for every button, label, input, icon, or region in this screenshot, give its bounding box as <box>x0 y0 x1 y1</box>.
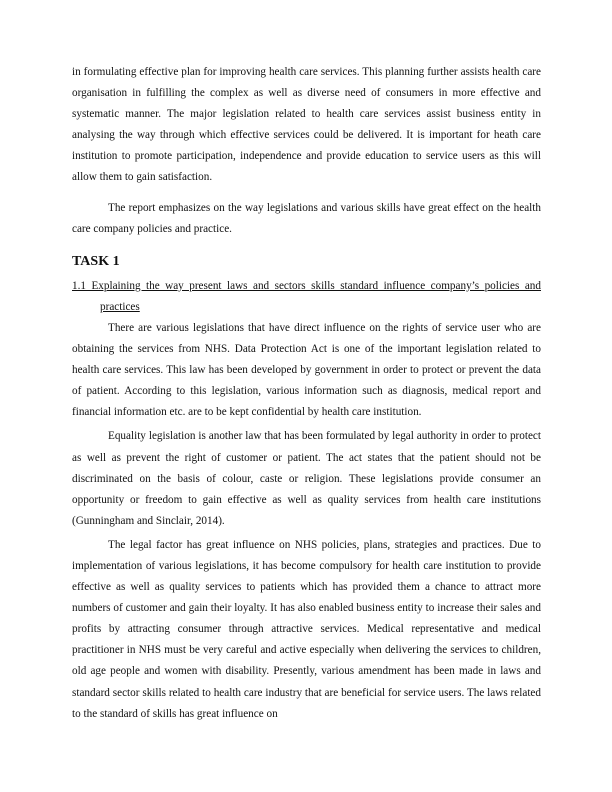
report-paragraph: The report emphasizes on the way legislations and various skills have great effect on the health care company policies and practice. <box>72 201 541 235</box>
task-heading: TASK 1 <box>72 253 120 269</box>
body-paragraph-data-protection: There are various legislations that have direct influence on the rights of service user who are obtaining the services from NHS. Data Protection Act is one of the important legislation related to health care services. This law has been developed by government in order to protect or prevent the data of patient. According to this legislation, various information such as diagnosis, medical report and financial information etc. are to be kept confidential by health care institution. <box>72 321 541 419</box>
section-heading: 1.1 Explaining the way present laws and sectors skills standard influence company’s policies and practices <box>72 279 541 313</box>
body-paragraph-equality: Equality legislation is another law that has been formulated by legal authority in order to protect as well as prevent the right of customer or patient. The act states that the patient should not be discriminated on the basis of colour, caste or religion. These legislations provide consumer an opportunity or freedom to gain effective as well as quality services from health care institutions (Gunningham and Sinclair, 2014). <box>72 430 541 527</box>
body-paragraph-legal-factor: The legal factor has great influence on NHS policies, plans, strategies and practices. Due to implementation of various legislations, it has become compulsory for health care institution to provide effective as well as quality services to patients which has provided them a chance to attract more numbers of customer and gain their loyalty. It has also enabled business entity to increase their sales and profits by attracting consumer through attractive services. Medical representative and medical practitioner in NHS must be very careful and active especially when delivering the services to children, old age people and women with disability. Presently, various amendment has been made in laws and standard sector skills related to health care industry that are beneficial for service users. The laws related to the standard of skills has great influence on <box>72 538 541 720</box>
intro-paragraph: in formulating effective plan for improving health care services. This planning further assists health care organisation in fulfilling the complex as well as diverse need of consumers in more effective and systematic manner. The major legislation related to health care services assist business entity in analysing the way through which effective services could be delivered. It is important for heath care institution to promote participation, independence and provide education to service users as this will allow them to gain satisfaction. <box>72 66 541 184</box>
document-page <box>72 62 541 725</box>
